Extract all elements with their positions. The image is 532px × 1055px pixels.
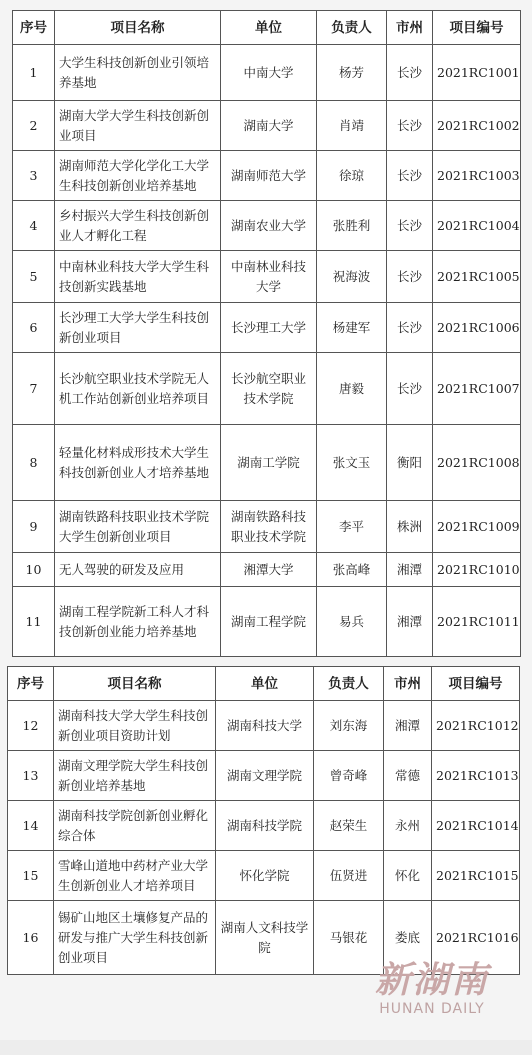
cell-name: 无人驾驶的研发及应用 xyxy=(55,553,221,587)
cell-no: 13 xyxy=(8,751,54,801)
cell-leader: 肖靖 xyxy=(317,101,387,151)
cell-no: 9 xyxy=(13,501,55,553)
cell-no: 14 xyxy=(8,801,54,851)
cell-city: 长沙 xyxy=(387,151,433,201)
cell-no: 11 xyxy=(13,587,55,657)
cell-city: 永州 xyxy=(384,801,432,851)
cell-unit: 湘潭大学 xyxy=(221,553,317,587)
header-city: 市州 xyxy=(387,11,433,45)
cell-city: 长沙 xyxy=(387,45,433,101)
cell-leader: 张胜利 xyxy=(317,201,387,251)
cell-leader: 杨建军 xyxy=(317,303,387,353)
cell-leader: 张文玉 xyxy=(317,425,387,501)
cell-leader: 马银花 xyxy=(314,901,384,975)
cell-unit: 中南大学 xyxy=(221,45,317,101)
cell-name: 湖南大学大学生科技创新创业项目 xyxy=(55,101,221,151)
cell-code: 2021RC1010 xyxy=(433,553,521,587)
cell-unit: 湖南工学院 xyxy=(221,425,317,501)
cell-code: 2021RC1004 xyxy=(433,201,521,251)
cell-code: 2021RC1014 xyxy=(432,801,520,851)
header-leader: 负责人 xyxy=(317,11,387,45)
table-header-row xyxy=(13,11,521,45)
cell-name: 长沙航空职业技术学院无人机工作站创新创业培养项目 xyxy=(55,353,221,425)
header-city: 市州 xyxy=(384,667,432,701)
header-no: 序号 xyxy=(8,667,54,701)
cell-name: 湖南师范大学化学化工大学生科技创新创业培养基地 xyxy=(55,151,221,201)
cell-code: 2021RC1003 xyxy=(433,151,521,201)
table-row xyxy=(13,425,521,501)
cell-no: 3 xyxy=(13,151,55,201)
cell-name: 长沙理工大学大学生科技创新创业项目 xyxy=(55,303,221,353)
cell-city: 娄底 xyxy=(384,901,432,975)
cell-no: 15 xyxy=(8,851,54,901)
cell-city: 长沙 xyxy=(387,251,433,303)
header-code: 项目编号 xyxy=(433,11,521,45)
project-table-1 xyxy=(12,10,521,657)
cell-code: 2021RC1016 xyxy=(432,901,520,975)
cell-city: 湘潭 xyxy=(387,553,433,587)
cell-code: 2021RC1009 xyxy=(433,501,521,553)
table-row xyxy=(13,251,521,303)
cell-name: 锡矿山地区土壤修复产品的研发与推广大学生科技创新创业项目 xyxy=(54,901,216,975)
cell-no: 1 xyxy=(13,45,55,101)
header-unit: 单位 xyxy=(221,11,317,45)
table-row xyxy=(8,851,520,901)
header-no: 序号 xyxy=(13,11,55,45)
cell-name: 湖南工程学院新工科人才科技创新创业能力培养基地 xyxy=(55,587,221,657)
cell-name: 湖南文理学院大学生科技创新创业培养基地 xyxy=(54,751,216,801)
watermark-chinese: 新湖南 xyxy=(374,959,489,1001)
cell-leader: 祝海波 xyxy=(317,251,387,303)
hunan-daily-watermark xyxy=(352,960,512,1018)
cell-code: 2021RC1008 xyxy=(433,425,521,501)
cell-unit: 湖南文理学院 xyxy=(216,751,314,801)
header-unit: 单位 xyxy=(216,667,314,701)
cell-leader: 赵荣生 xyxy=(314,801,384,851)
table-row xyxy=(13,501,521,553)
cell-unit: 长沙航空职业技术学院 xyxy=(221,353,317,425)
cell-leader: 伍贤进 xyxy=(314,851,384,901)
cell-unit: 湖南农业大学 xyxy=(221,201,317,251)
cell-unit: 湖南科技学院 xyxy=(216,801,314,851)
cell-unit: 怀化学院 xyxy=(216,851,314,901)
cell-code: 2021RC1012 xyxy=(432,701,520,751)
cell-leader: 徐琼 xyxy=(317,151,387,201)
table-row xyxy=(8,751,520,801)
cell-code: 2021RC1013 xyxy=(432,751,520,801)
cell-no: 6 xyxy=(13,303,55,353)
cell-code: 2021RC1001 xyxy=(433,45,521,101)
table-row xyxy=(13,201,521,251)
table-header-row xyxy=(8,667,520,701)
cell-unit: 湖南师范大学 xyxy=(221,151,317,201)
cell-leader: 刘东海 xyxy=(314,701,384,751)
cell-unit: 湖南人文科技学院 xyxy=(216,901,314,975)
table-row xyxy=(8,801,520,851)
table-row xyxy=(8,701,520,751)
cell-unit: 湖南科技大学 xyxy=(216,701,314,751)
cell-no: 12 xyxy=(8,701,54,751)
cell-no: 10 xyxy=(13,553,55,587)
table-row xyxy=(13,101,521,151)
cell-name: 中南林业科技大学大学生科技创新实践基地 xyxy=(55,251,221,303)
cell-name: 轻量化材料成形技术大学生科技创新创业人才培养基地 xyxy=(55,425,221,501)
table-row xyxy=(13,45,521,101)
cell-leader: 张高峰 xyxy=(317,553,387,587)
cell-no: 4 xyxy=(13,201,55,251)
cell-no: 8 xyxy=(13,425,55,501)
header-name: 项目名称 xyxy=(54,667,216,701)
cell-no: 2 xyxy=(13,101,55,151)
cell-unit: 长沙理工大学 xyxy=(221,303,317,353)
cell-leader: 李平 xyxy=(317,501,387,553)
header-name: 项目名称 xyxy=(55,11,221,45)
cell-code: 2021RC1005 xyxy=(433,251,521,303)
cell-name: 大学生科技创新创业引领培养基地 xyxy=(55,45,221,101)
cell-no: 16 xyxy=(8,901,54,975)
cell-leader: 曾奇峰 xyxy=(314,751,384,801)
header-leader: 负责人 xyxy=(314,667,384,701)
cell-leader: 杨芳 xyxy=(317,45,387,101)
cell-unit: 湖南工程学院 xyxy=(221,587,317,657)
cell-no: 7 xyxy=(13,353,55,425)
cell-city: 长沙 xyxy=(387,353,433,425)
cell-code: 2021RC1002 xyxy=(433,101,521,151)
project-table-2 xyxy=(7,666,520,975)
cell-code: 2021RC1006 xyxy=(433,303,521,353)
cell-city: 长沙 xyxy=(387,101,433,151)
table-row xyxy=(13,151,521,201)
cell-leader: 易兵 xyxy=(317,587,387,657)
cell-city: 常德 xyxy=(384,751,432,801)
cell-code: 2021RC1015 xyxy=(432,851,520,901)
cell-name: 湖南科技学院创新创业孵化综合体 xyxy=(54,801,216,851)
cell-city: 湘潭 xyxy=(384,701,432,751)
header-code: 项目编号 xyxy=(432,667,520,701)
cell-name: 湖南科技大学大学生科技创新创业项目资助计划 xyxy=(54,701,216,751)
cell-name: 湖南铁路科技职业技术学院大学生创新创业项目 xyxy=(55,501,221,553)
cell-code: 2021RC1011 xyxy=(433,587,521,657)
cell-city: 湘潭 xyxy=(387,587,433,657)
cell-city: 怀化 xyxy=(384,851,432,901)
cell-no: 5 xyxy=(13,251,55,303)
cell-unit: 湖南铁路科技职业技术学院 xyxy=(221,501,317,553)
table-row xyxy=(13,353,521,425)
cell-name: 雪峰山道地中药材产业大学生创新创业人才培养项目 xyxy=(54,851,216,901)
cell-city: 株洲 xyxy=(387,501,433,553)
table-row xyxy=(13,303,521,353)
cell-name: 乡村振兴大学生科技创新创业人才孵化工程 xyxy=(55,201,221,251)
cell-leader: 唐毅 xyxy=(317,353,387,425)
cell-unit: 中南林业科技大学 xyxy=(221,251,317,303)
cell-unit: 湖南大学 xyxy=(221,101,317,151)
cell-city: 衡阳 xyxy=(387,425,433,501)
cell-city: 长沙 xyxy=(387,201,433,251)
bottom-strip xyxy=(0,1040,532,1055)
table-row xyxy=(13,553,521,587)
cell-code: 2021RC1007 xyxy=(433,353,521,425)
cell-city: 长沙 xyxy=(387,303,433,353)
watermark-english: HUNAN DAILY xyxy=(379,1001,485,1017)
table-row xyxy=(13,587,521,657)
